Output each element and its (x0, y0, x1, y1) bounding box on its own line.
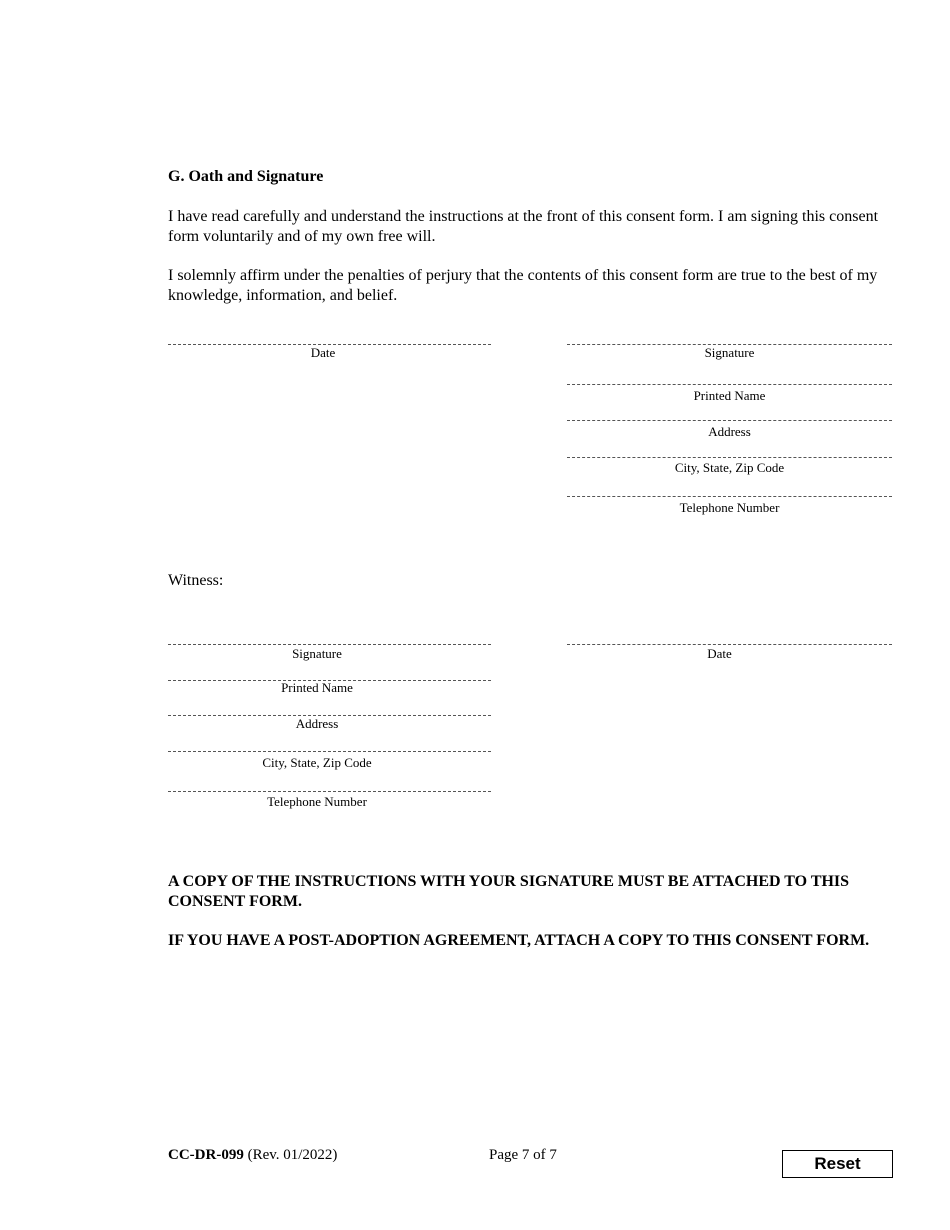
signer-telephone-line[interactable] (567, 496, 892, 497)
signer-date-label: Date (310, 345, 336, 360)
witness-city-state-zip-line[interactable] (168, 751, 491, 752)
witness-printed-name-label: Printed Name (281, 680, 353, 695)
witness-heading: Witness: (168, 572, 224, 589)
signer-city-state-zip-label: City, State, Zip Code (674, 460, 785, 475)
witness-date-line[interactable] (567, 644, 892, 645)
perjury-paragraph: I solemnly affirm under the penalties of perjury that the contents of this consent form are true to the best of my knowledge, information, and belief. (168, 267, 878, 304)
witness-date-label: Date (707, 646, 732, 661)
form-id (168, 1147, 337, 1164)
signer-address-label: Address (708, 424, 751, 439)
signer-signature-label: Signature (704, 345, 755, 360)
witness-city-state-zip-label: City, State, Zip Code (262, 755, 372, 770)
signer-address-line[interactable] (567, 420, 892, 421)
instructions-paragraph: I have read carefully and understand the instructions at the front of this consent form. I am signing this consent form voluntarily and of my own free will. (168, 208, 879, 245)
signer-city-state-zip-line[interactable] (567, 457, 892, 458)
witness-telephone-label: Telephone Number (267, 794, 367, 809)
signer-telephone-label: Telephone Number (679, 500, 780, 515)
instructions-notice: A COPY OF THE INSTRUCTIONS WITH YOUR SIGNATURE MUST BE ATTACHED TO THIS CONSENT FORM. (168, 873, 850, 910)
reset-button[interactable]: Reset (782, 1150, 893, 1178)
form-revision: (Rev. 01/2022) (247, 1147, 338, 1163)
page-number: Page 7 of 7 (489, 1147, 557, 1163)
witness-signature-line[interactable] (168, 644, 491, 645)
form-code: CC-DR-099 (168, 1147, 244, 1163)
witness-telephone-line[interactable] (168, 791, 491, 792)
signer-printed-name-label: Printed Name (693, 388, 766, 403)
witness-address-label: Address (295, 716, 339, 731)
section-title: G. Oath and Signature (168, 168, 324, 185)
signer-printed-name-line[interactable] (567, 384, 892, 385)
post-adoption-notice: IF YOU HAVE A POST-ADOPTION AGREEMENT, ATTACH A COPY TO THIS CONSENT FORM. (168, 932, 870, 949)
witness-signature-label: Signature (292, 646, 342, 661)
